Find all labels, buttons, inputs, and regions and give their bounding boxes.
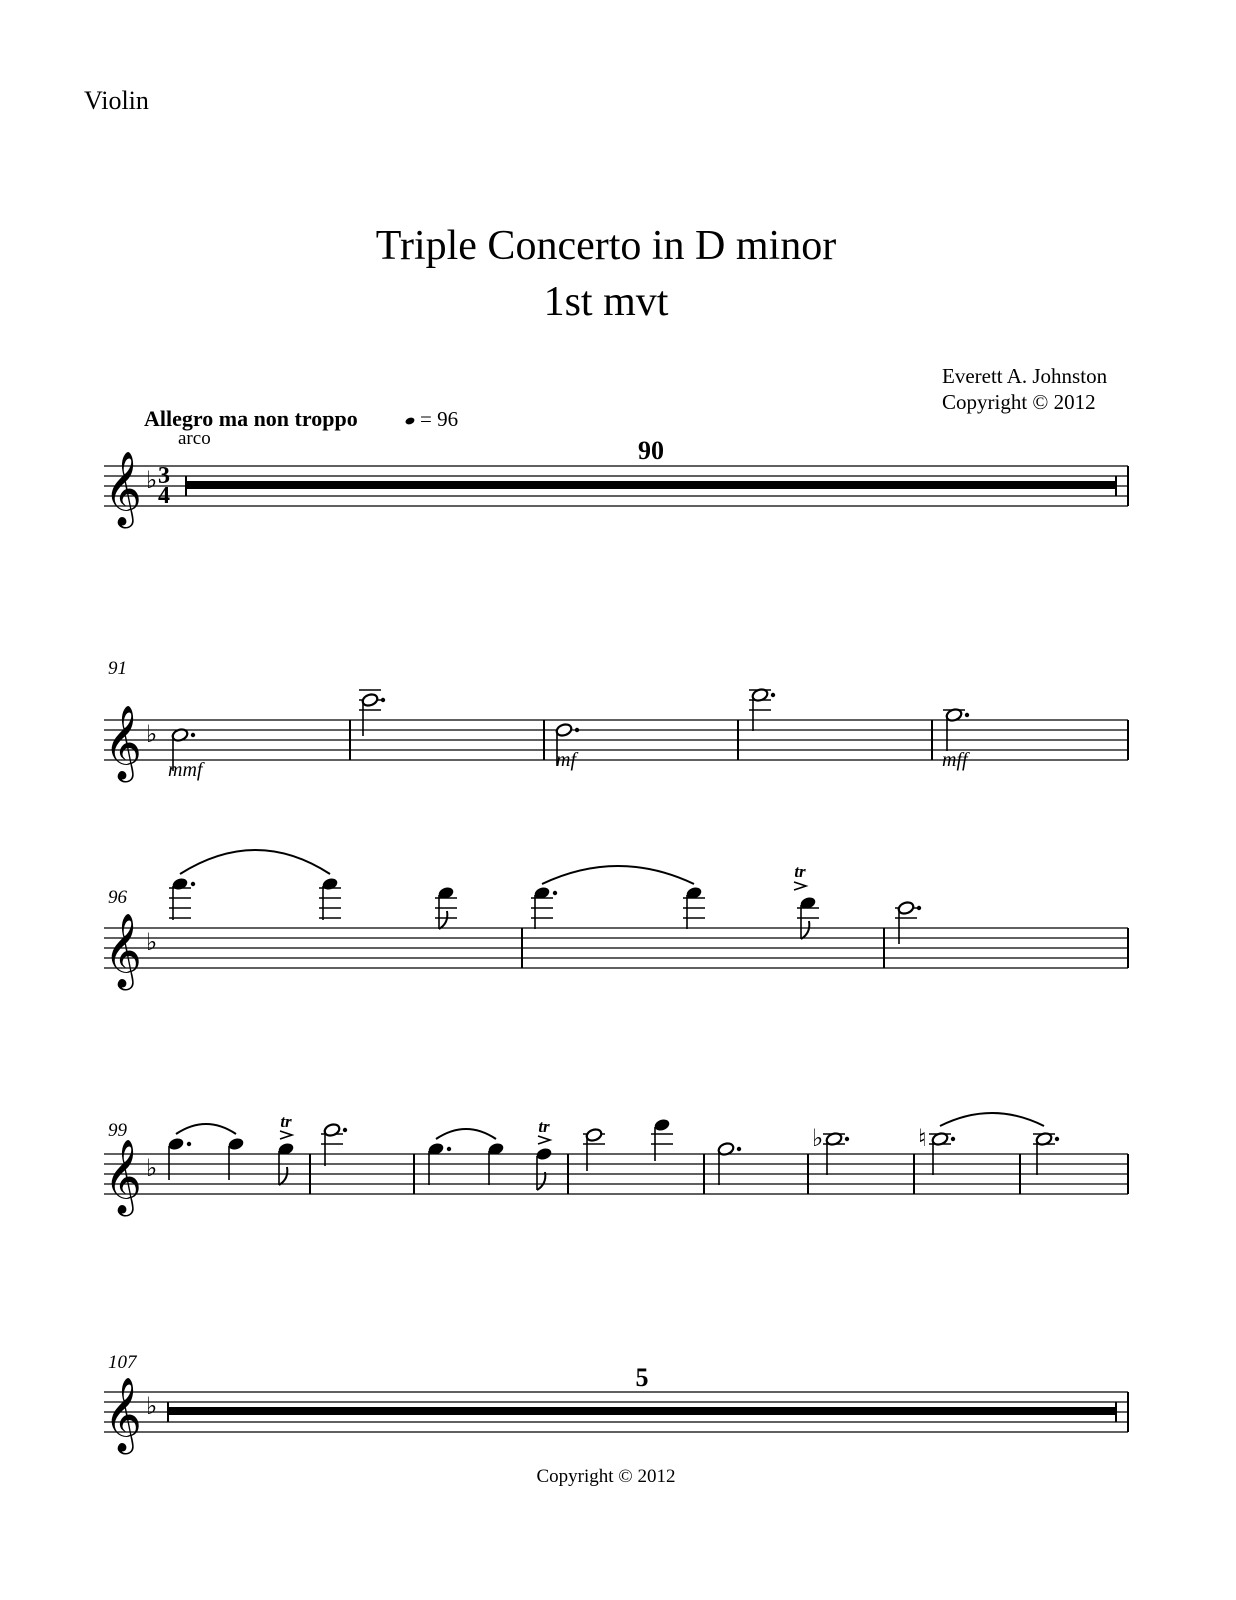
augmentation-dot <box>575 728 579 732</box>
augmentation-dot <box>447 1147 451 1151</box>
piece-title: Triple Concerto in D minor <box>375 223 837 269</box>
tie <box>176 1124 236 1134</box>
note <box>167 1137 185 1152</box>
augmentation-dot <box>965 713 969 717</box>
accent-icon <box>538 1136 550 1144</box>
multimeasure-rest-count: 90 <box>638 436 664 465</box>
movement-subtitle: 1st mvt <box>543 279 669 325</box>
trill-marking: tr <box>794 862 806 881</box>
treble-clef-icon: 𝄞 <box>104 706 142 780</box>
key-flat-icon: ♭ <box>146 1392 158 1420</box>
augmentation-dot <box>343 1128 347 1132</box>
copyright-header: Copyright © 2012 <box>942 390 1096 414</box>
augmentation-dot <box>553 891 557 895</box>
staff-lines <box>104 928 1128 968</box>
augmentation-dot <box>191 733 195 737</box>
note <box>321 877 339 892</box>
tempo-marking: Allegro ma non troppo <box>144 406 358 431</box>
composer-name: Everett A. Johnston <box>942 364 1108 388</box>
staff-system-5 <box>104 1352 1128 1455</box>
staff-system-1 <box>104 406 1128 529</box>
augmentation-dot <box>917 906 921 910</box>
augmentation-dot <box>381 698 385 702</box>
tie <box>940 1113 1044 1126</box>
note <box>171 877 189 892</box>
trill-marking: tr <box>280 1112 292 1131</box>
key-flat-icon: ♭ <box>146 720 158 748</box>
note <box>361 693 379 708</box>
measure-number: 91 <box>108 658 127 679</box>
note-flag <box>439 911 447 929</box>
treble-clef-icon: 𝄞 <box>104 1378 142 1452</box>
note <box>653 1118 671 1133</box>
flat-accidental-icon: ♭ <box>812 1124 824 1152</box>
augmentation-dot <box>845 1137 849 1141</box>
treble-clef-icon: 𝄞 <box>104 452 142 526</box>
footer-copyright: Copyright © 2012 <box>536 1466 676 1487</box>
staff-system-2 <box>104 658 1128 783</box>
key-flat-icon: ♭ <box>146 928 158 956</box>
multimeasure-rest-count: 5 <box>635 1363 649 1392</box>
measure-number: 96 <box>108 887 127 908</box>
multimeasure-rest <box>168 1407 1116 1415</box>
staff-lines <box>104 1154 1128 1194</box>
note <box>227 1137 245 1152</box>
note-flag <box>279 1167 287 1185</box>
time-signature-bottom: 4 <box>158 483 170 509</box>
augmentation-dot <box>187 1142 191 1146</box>
note <box>585 1128 603 1143</box>
augmentation-dot <box>737 1147 741 1151</box>
tempo-note-icon <box>405 416 416 425</box>
tie <box>436 1129 496 1139</box>
arco-marking: arco <box>178 428 211 449</box>
dynamic-marking: mmf <box>168 759 203 781</box>
treble-clef-icon: 𝄞 <box>104 914 142 988</box>
dynamic-marking: mf <box>556 749 576 771</box>
dynamic-marking: mff <box>942 749 968 771</box>
tempo-value: = 96 <box>420 407 459 431</box>
note <box>535 1147 553 1162</box>
augmentation-dot <box>191 882 195 886</box>
tie <box>180 850 330 874</box>
key-flat-icon: ♭ <box>146 1154 158 1182</box>
key-flat-icon: ♭ <box>146 466 158 494</box>
instrument-name: Violin <box>84 86 149 115</box>
note <box>323 1123 341 1138</box>
augmentation-dot <box>951 1137 955 1141</box>
measure-number: 99 <box>108 1120 127 1141</box>
staff-system-3 <box>104 850 1128 991</box>
measure-number: 107 <box>108 1352 137 1373</box>
note <box>897 901 915 916</box>
time-signature-top: 3 <box>158 463 170 489</box>
multimeasure-rest <box>186 481 1116 489</box>
augmentation-dot <box>1055 1137 1059 1141</box>
note-flag <box>801 921 809 939</box>
trill-marking: tr <box>538 1117 550 1136</box>
note <box>555 723 573 738</box>
note-flag <box>537 1172 545 1190</box>
treble-clef-icon: 𝄞 <box>104 1140 142 1214</box>
staff-system-4 <box>104 1112 1128 1217</box>
tie <box>542 866 694 884</box>
natural-accidental-icon: ♮ <box>918 1124 927 1152</box>
augmentation-dot <box>771 693 775 697</box>
accent-icon <box>280 1131 292 1139</box>
staff-lines <box>104 720 1128 760</box>
accent-icon <box>794 882 806 890</box>
